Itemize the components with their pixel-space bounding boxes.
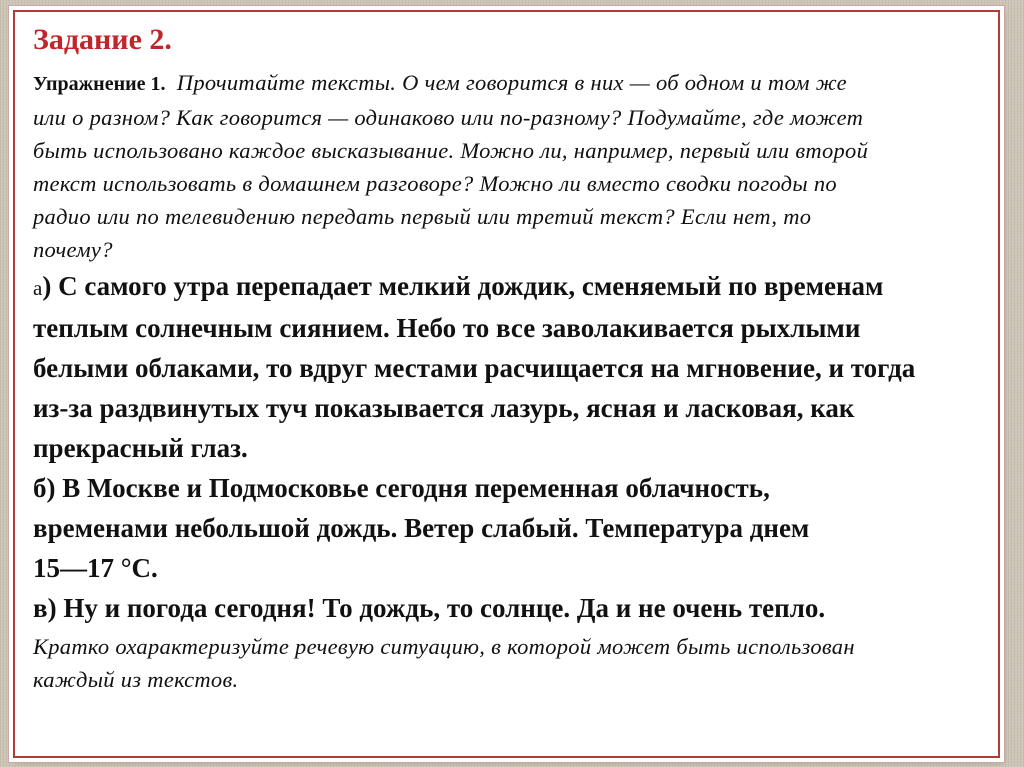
slide-body: [33, 66, 988, 696]
closing-task: [33, 630, 988, 696]
text-c-line-1: в) Ну и погода сегодня! То дождь, то солнце. Да и не очень тепло.: [33, 593, 826, 623]
text-a-line-5: прекрасный глаз.: [33, 433, 248, 463]
text-a-line-1: [33, 266, 988, 308]
instruction-line-3: быть использовано каждое высказывание. Можно ли, например, первый или второй: [33, 138, 869, 163]
text-a-line-3: белыми облаками, то вдруг местами расчищается на мгновение, и тогда: [33, 353, 916, 383]
text-c: [33, 588, 988, 628]
instruction-line-2: или о разном? Как говорится — одинаково или по-разному? Подумайте, где может: [33, 105, 864, 130]
text-a: [33, 266, 988, 468]
text-a-marker: а: [33, 276, 43, 300]
text-b-line-2: временами небольшой дождь. Ветер слабый. Температура днем: [33, 513, 810, 543]
text-b-line-3: 15—17 °С.: [33, 553, 158, 583]
text-b: [33, 468, 988, 588]
text-a-line-1-content: ) С самого утра перепадает мелкий дождик, сменяемый по временам: [42, 271, 884, 301]
text-a-line-4: из-за раздвинутых туч показывается лазурь, ясная и ласковая, как: [33, 393, 855, 423]
instruction-line-4: текст использовать в домашнем разговоре? Можно ли вместо сводки погоды по: [33, 171, 837, 196]
instruction-text: Прочитайте тексты. О чем говорится в них — об одном и том же: [176, 70, 847, 95]
exercise-instructions: [33, 66, 988, 266]
instruction-line-6: почему?: [33, 237, 113, 262]
slide-title: Задание 2.: [33, 23, 172, 56]
text-b-line-1: б) В Москве и Подмосковье сегодня переменная облачность,: [33, 473, 770, 503]
instruction-line-1: [33, 66, 988, 101]
exercise-label: Упражнение 1.: [33, 73, 166, 95]
slide-card: [13, 10, 1000, 758]
closing-line-1: Кратко охарактеризуйте речевую ситуацию, в которой может быть использован: [33, 634, 855, 659]
text-a-line-2: теплым солнечным сиянием. Небо то все заволакивается рыхлыми: [33, 313, 861, 343]
instruction-line-5: радио или по телевидению передать первый или третий текст? Если нет, то: [33, 204, 812, 229]
closing-line-2: каждый из текстов.: [33, 667, 239, 692]
